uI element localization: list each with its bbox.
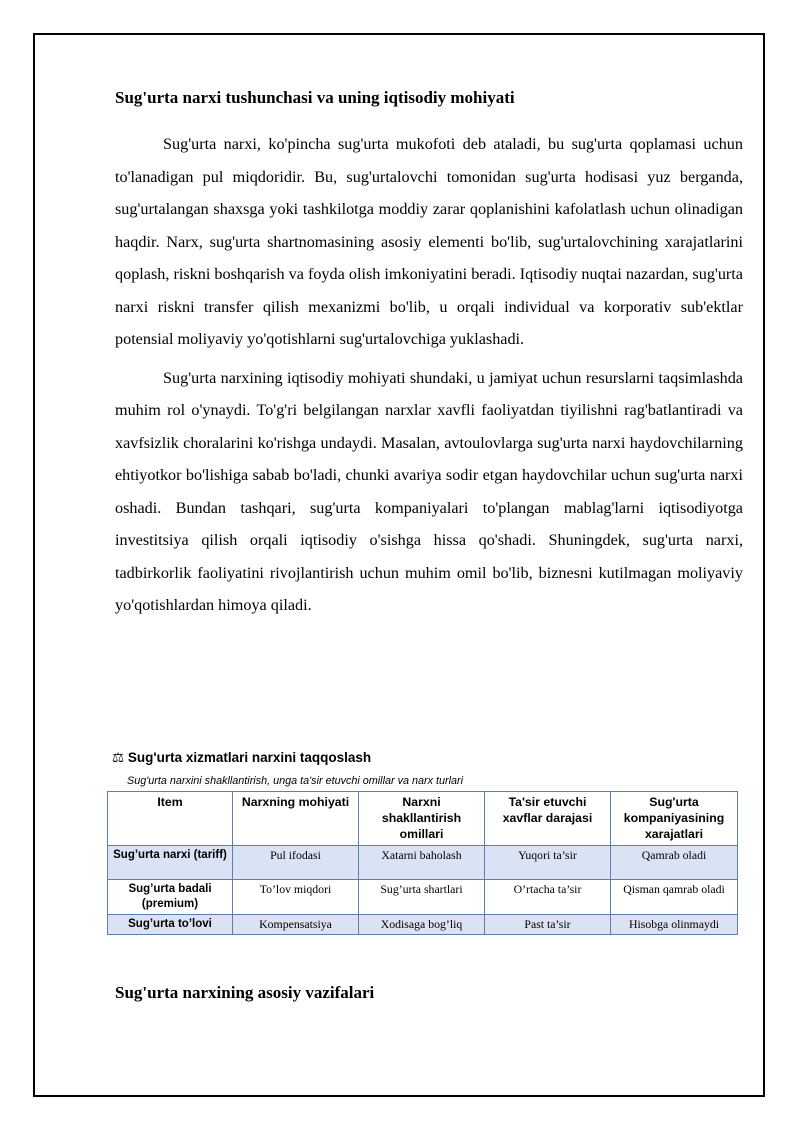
table-cell: Qamrab oladi — [611, 846, 738, 880]
table-cell: Sug’urta shartlari — [359, 880, 485, 915]
table-cell: Sug’urta narxi (tariff) — [108, 846, 233, 880]
header-xavflar-darajasi: Ta'sir etuvchi xavflar darajasi — [485, 792, 611, 846]
table-header-row — [108, 792, 738, 846]
table-cell: O’rtacha ta’sir — [485, 880, 611, 915]
section-heading: Sug'urta narxi tushunchasi va uning iqtisodiy mohiyati — [115, 88, 515, 107]
table-cell: Sug’urta to’lovi — [108, 915, 233, 935]
table-cell: Xodisaga bog’liq — [359, 915, 485, 935]
table-row — [108, 846, 738, 880]
scales-icon: ⚖ — [112, 750, 125, 765]
header-kompaniya-xarajatlari: Sug'urta kompaniyasining xarajatlari — [611, 792, 738, 846]
comparison-table — [107, 791, 738, 935]
section-heading-2: Sug'urta narxining asosiy vazifalari — [115, 983, 375, 1002]
header-narx-mohiyati: Narxning mohiyati — [233, 792, 359, 846]
table-cell: Qisman qamrab oladi — [611, 880, 738, 915]
table-row — [108, 880, 738, 915]
table-cell: Yuqori ta’sir — [485, 846, 611, 880]
table-title-text: Sug'urta xizmatlari narxini taqqoslash — [127, 750, 372, 765]
table-cell: Kompensatsiya — [233, 915, 359, 935]
table-cell: Pul ifodasi — [233, 846, 359, 880]
paragraph-2: Sug'urta narxining iqtisodiy mohiyati shundaki, u jamiyat uchun resurslarni taqsimlashda muhim rol o'ynaydi. To'g'ri belgilangan narxlar xavfli faoliyatdan tiyilishni rag'batlantiradi va xavfsizlik choralarini ko'rishga undaydi. Masalan, avtoulovlarga sug'urta narxi haydovchilarning ehtiyotkor bo'lishiga sabab bo'ladi, chunki avariya sodir etgan haydovchilar uchun sug'urta narxi oshadi. Bundan tashqari, sug'urta kompaniyalari to'plangan mablag'larni iqtisodiyotga investitsiya qilish orqali iqtisodiy o'sishga hissa qo'shadi. Shuningdek, sug'urta narxi, tadbirkorlik faoliyatini rivojlantirish uchun muhim omil bo'lib, biznesni kutilmagan moliyaviy yo'qotishlardan himoya qiladi. — [115, 368, 743, 614]
paragraph-1: Sug'urta narxi, ko'pincha sug'urta mukofoti deb ataladi, bu sug'urta qoplamasi uchun to'lanadigan pul miqdoridir. Bu, sug'urtalovchi tomonidan sug'urta hodisasi yuz berganda, sug'urtalangan shaxsga yoki tashkilotga moddiy zarar qoplanishini kafolatlash uchun olinadigan haqdir. Narx, sug'urta shartnomasining asosiy elementi bo'lib, sug'urtalovchining xarajatlarini qoplash, riskni boshqarish va foyda olish imkoniyatini beradi. Iqtisodiy nuqtai nazardan, sug'urta narxi riskni transfer qilish mexanizmi bo'lib, u orqali individual va korporativ sub'ektlar potensial moliyaviy yo'qotishlarni sug'urtalovchiga yuklashadi. — [115, 135, 743, 348]
table-subtitle: Sug'urta narxini shakllantirish, unga ta'sir etuvchi omillar va narx turlari — [127, 775, 463, 787]
table-cell: Hisobga olinmaydi — [611, 915, 738, 935]
header-shakllantirish-omillari: Narxni shakllantirish omillari — [359, 792, 485, 846]
header-item: Item — [108, 792, 233, 846]
table-cell: Sug’urta badali (premium) — [108, 880, 233, 915]
table-cell: Past ta’sir — [485, 915, 611, 935]
table-cell: Xatarni baholash — [359, 846, 485, 880]
document-body — [115, 86, 743, 628]
table-title — [112, 748, 743, 768]
table-row — [108, 915, 738, 935]
table-caption — [112, 734, 743, 796]
table-cell: To’lov miqdori — [233, 880, 359, 915]
